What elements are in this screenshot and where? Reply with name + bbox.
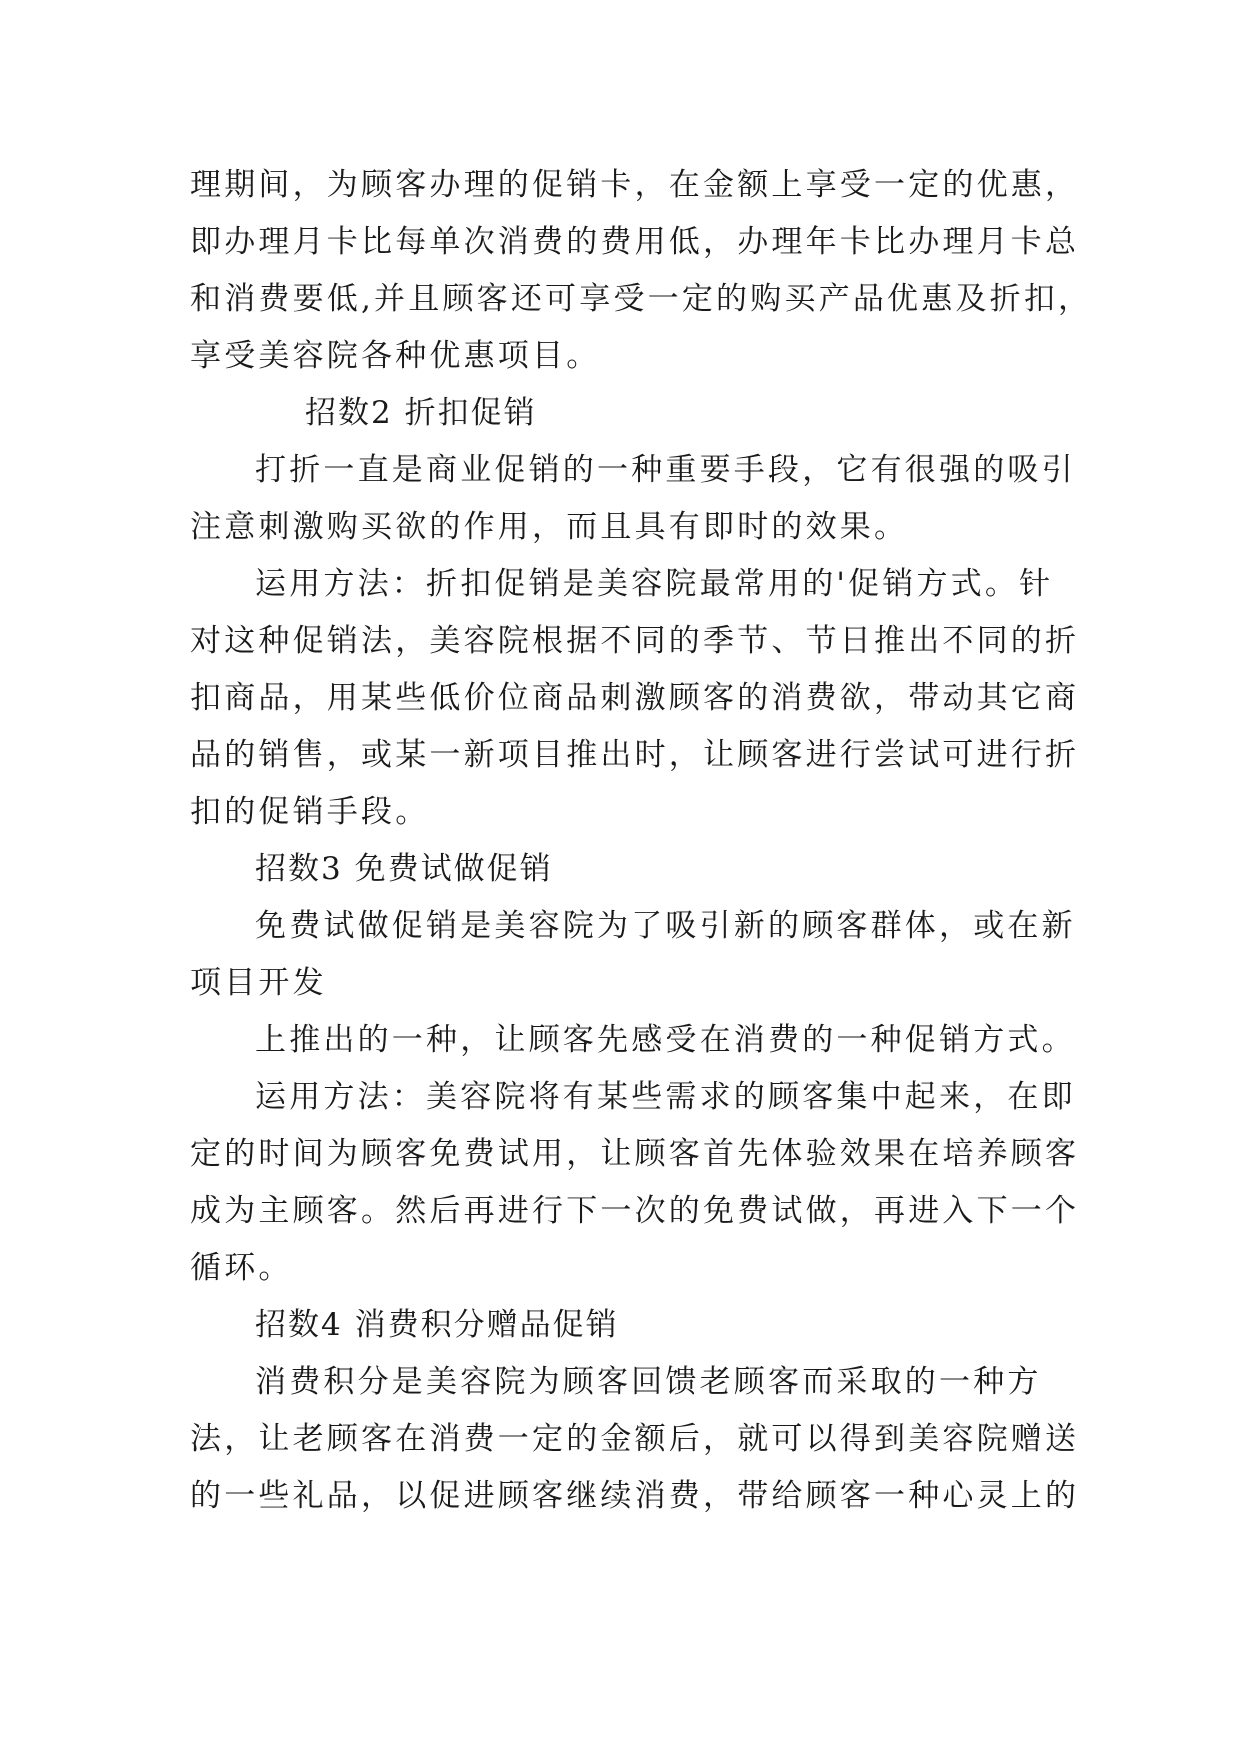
text-line: 定的时间为顾客免费试用，让顾客首先体验效果在培养顾客 (190, 1136, 1080, 1172)
text-line: 享受美容院各种优惠项目。 (190, 338, 601, 374)
text-line: 打折一直是商业促销的一种重要手段，它有很强的吸引 (255, 452, 1076, 488)
text-line: 上推出的一种，让顾客先感受在消费的一种促销方式。 (255, 1022, 1076, 1058)
text-line: 免费试做促销是美容院为了吸引新的顾客群体，或在新 (255, 908, 1076, 944)
text-line: 对这种促销法，美容院根据不同的季节、节日推出不同的折 (190, 623, 1080, 659)
text-line: 扣的促销手段。 (190, 794, 430, 830)
text-line: 即办理月卡比每单次消费的费用低，办理年卡比办理月卡总 (190, 224, 1080, 260)
text-line: 扣商品，用某些低价位商品刺激顾客的消费欲，带动其它商 (190, 680, 1080, 716)
section-heading: 招数4 消费积分赠品促销 (255, 1307, 619, 1343)
text-line: 项目开发 (190, 965, 327, 1001)
text-line: 注意刺激购买欲的作用，而且具有即时的效果。 (190, 509, 909, 545)
text-line: 法，让老顾客在消费一定的金额后，就可以得到美容院赠送 (190, 1421, 1080, 1457)
text-line: 品的销售，或某一新项目推出时，让顾客进行尝试可进行折 (190, 737, 1080, 773)
text-line: 循环。 (190, 1250, 293, 1286)
text-line: 消费积分是美容院为顾客回馈老顾客而采取的一种方 (255, 1364, 1042, 1400)
text-line: 的一些礼品，以促进顾客继续消费，带给顾客一种心灵上的 (190, 1478, 1080, 1514)
text-line: 理期间，为顾客办理的促销卡，在金额上享受一定的优惠， (190, 167, 1080, 203)
section-heading: 招数2 折扣促销 (305, 395, 537, 431)
text-line: 运用方法：美容院将有某些需求的顾客集中起来，在即 (255, 1079, 1076, 1115)
text-line: 和消费要低,并且顾客还可享受一定的购买产品优惠及折扣， (190, 281, 1093, 317)
text-line: 成为主顾客。然后再进行下一次的免费试做，再进入下一个 (190, 1193, 1080, 1229)
text-line: 运用方法：折扣促销是美容院最常用的'促销方式。针 (255, 566, 1054, 602)
section-heading: 招数3 免费试做促销 (255, 851, 553, 887)
